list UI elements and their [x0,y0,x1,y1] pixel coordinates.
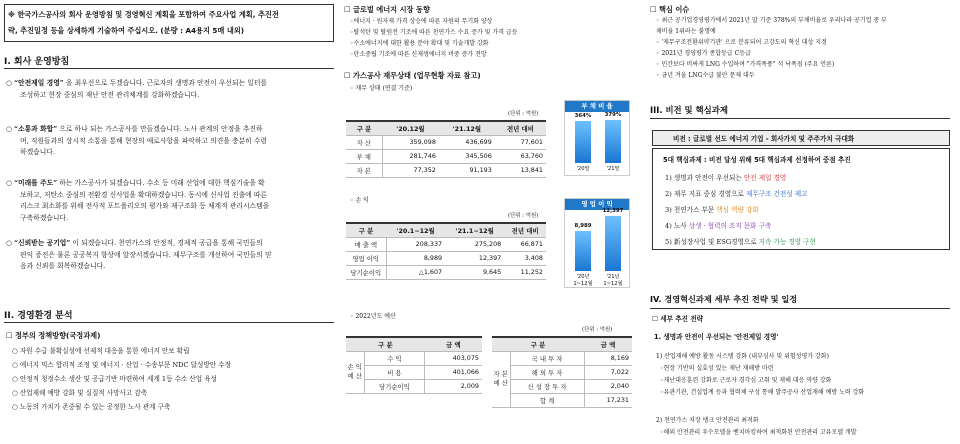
subsection-policy-title: ☐ 정부의 정책방향(국정과제) [6,331,101,340]
policy-text: 음과 신뢰를 회복하겠습니다. [20,262,106,271]
question-line-2: 략, 추진일정 등을 상세하게 기술하여 주십시오. (분량 : A4용지 5매 내외) [8,26,245,35]
section-3-title: III. 비전 및 핵심과제 [650,105,728,115]
policy-text: 리스크 최소화를 위해 전사적 포트폴리오의 평가와 재구조화 등 체계적 관리시스템을 [20,202,270,211]
list-item: ○ 노동의 가치가 존중될 수 있는 공정한 노사 관계 구축 [12,403,171,411]
pl-subtitle: ◦ 손 익 [350,197,369,204]
table-header: 금 액 [425,337,482,351]
chart-bar [605,216,621,271]
budget-group-label: 손 익 예 산 [346,351,364,393]
strategy-1-title: 1. 생명과 안전이 우선되는 '안전제일 경영' [654,333,779,341]
chart-data-label: 364% [574,113,592,119]
list-item: 채비율 1위라는 불명예 [656,28,716,35]
table-header: '20.1~12월 [386,223,445,237]
list-item: ◦에너지 · 원자재 가격 상승에 따른 자원의 무기화 양상 [350,18,493,25]
vision-text: 비전 : 글로벌 선도 에너지 기업 - 회사가치 및 주주가치 극대화 [673,135,855,143]
section-4-rule [650,308,950,309]
table-row: 신 성 장 투 자 2,040 [492,379,632,393]
section-2-title: II. 경영환경 분석 [4,311,73,321]
table-row: 당기순이익 △1,607 9,645 11,252 [346,265,546,279]
budget-group-label: 자 본 예 산 [492,351,510,407]
unit-label: (단위 : 억원) [508,111,539,117]
section-4-title: IV. 경영혁신과제 세부 추진 전략 및 일정 [650,294,798,304]
table-row: 자 본 예 산 국 내 투 자 8,169 [492,351,632,365]
question-box [4,4,334,42]
list-item: ◦탄소중립 기조에 따른 신재생에너지 비중 증가 전망 [350,51,487,58]
policy-text: 을 최우선으로 두겠습니다. 근로자의 생명과 안전이 우선되는 일터를 [63,79,267,87]
list-item: ○ 안정적 청정수소 생산 및 공급기반 마련하여 세계 1등 수소 산업 육성 [12,375,217,383]
policy-item [6,178,336,224]
policy-text: 며, 직원들과의 상시적 소통을 통해 현장의 애로사항을 파악하고 의견을 충분히 수렴 [20,136,268,145]
task-item: 5) 新성장사업 및 ESG경영으로 지속 가능 경영 구현 [665,238,816,246]
table-row: 자 본 77,352 91,193 13,841 [346,163,546,177]
page-3 [642,0,960,444]
question-line-1: ※ 한국가스공사의 회사 운영방침 및 경영혁신 계획을 포함하여 주요사업 계획, 추진전 [8,10,279,19]
policy-item [6,238,336,273]
page-1 [0,0,338,444]
policy-item [6,124,336,159]
section-1-title: I. 회사 운영방침 [4,57,70,67]
table-row: 합 계 17,231 [492,393,632,407]
chart-bar [605,120,621,163]
strategy-1-sub: 1) 산업재해 예방 활동 시스템 강화 (내부심사 및 위험성평가 강화) [656,353,829,360]
bullet-circle-icon: ○ [12,403,20,411]
table-header: 구 분 [346,337,425,351]
policy-lead: “소통과 화합” [14,125,58,133]
table-header: 금 액 [584,337,632,351]
table-row: 손 익 예 산 수 익 403,075 [346,351,482,365]
chart-category-label: '20년 1~12월 [573,274,593,287]
table-row: 비 용 401,066 [346,365,482,379]
table-row: 영업 이익 8,989 12,397 3,408 [346,251,546,265]
table-header: 구 분 [346,121,382,135]
core-tasks-title: 5대 핵심과제 : 비전 달성 위해 5대 핵심과제 선정하여 중점 추진 [663,156,851,164]
strategy-title: ☐ 세부 추진 전략 [652,315,704,323]
policy-text: 하는 가스공사가 되겠습니다. 수소 등 미래 산업에 대한 핵심기술을 확 [57,179,265,187]
list-item: ○ 산업재해 예방 강화 및 실질적 사망사고 감축 [12,389,148,397]
bullet-circle-icon: ○ [12,375,20,383]
policy-text: 으로 하나 되는 가스공사를 만들겠습니다. 노사 관계의 안정을 추진하 [57,125,263,133]
list-item: ◦ 최근 공기업경영평가에서 2021년 말 기준 378%의 부채비율로 우리나라 공기업 중 부 [656,17,887,24]
finance-subtitle: ◦ 재무 상태 (연결 기준) [350,85,413,92]
income-table [346,222,546,280]
list-item: ◦ 민간보다 비싸게 LNG 수입하며 "가격폭풍" 석 낙폭점 (주요 언론) [656,61,835,68]
policy-text: 구축하겠습니다. [20,213,69,222]
table-header: 전년 대비 [504,223,546,237]
capital-budget-table [492,336,632,408]
chart-category-label: '21년 1~12월 [603,274,623,287]
table-row: 해 외 투 자 7,022 [492,365,632,379]
core-issue-title: ☐ 핵심 이슈 [650,5,690,14]
page-2 [340,0,640,444]
market-trend-title: ☐ 글로벌 에너지 시장 동향 [344,5,430,14]
chart-data-label: 12,397 [602,208,624,214]
list-item: ◦ '재무구조전환위약기관' 으로 분류되어 고강도의 혁신 대상 지정 [656,39,827,46]
policy-lead: “신뢰받는 공기업” [14,239,71,247]
table-header: 구 분 [492,337,584,351]
policy-lead: “미래를 주도” [14,179,58,187]
chart-category-label: '20말 [576,166,590,172]
list-item: ◦수소에너지에 대한 활용 분야 확대 및 기술개발 강화 [350,40,489,47]
table-header-row [346,223,546,237]
finance-title: ☐ 가스공사 재무상태 (업무현황 자료 참고) [344,71,481,80]
chart-title: 부 채 비 율 [565,101,629,112]
vision-box [652,130,950,146]
task-item: 1) 생명과 안전이 우선되는 안전 제일 경영 [665,174,787,182]
balance-sheet-table [346,120,546,178]
table-row: 당기순이익 2,009 [346,379,482,393]
table-header: '20.12월 [382,121,439,135]
list-item: ◦해외 안전관리 우수모델을 벤치마킹하여 최적화된 안전관리 고유모델 개발 [660,429,857,436]
chart-category-label: '21말 [606,166,620,172]
section-3-rule [650,118,950,119]
bullet-circle-icon: ○ [12,389,20,397]
income-budget-table [346,336,482,394]
bullet-circle-icon: ○ [12,347,20,355]
list-item: ◦유관기관, 건설업계 등과 협력체 구성 통해 발주공사 산업재해 예방 노력 강화 [660,389,865,396]
list-item: ◦ 금년 겨울 LNG수급 불안 문제 대두 [656,72,755,79]
bullet-circle-icon: ○ [6,125,15,133]
chart-title: 영 업 이 익 [565,199,629,210]
table-header: '21.12월 [439,121,495,135]
policy-item [6,78,336,101]
policy-text: 보하고, 저탄소 중심의 전환경 신사업을 확대하겠습니다. 동시에 신사업 진출에 따른 [20,190,268,199]
table-header: 구 분 [346,223,386,237]
task-item: 4) 노사 상생 · 협력의 조직 문화 구축 [665,222,772,230]
table-header: 전년 대비 [495,121,546,135]
unit-label: (단위 : 억원) [582,327,613,333]
list-item: ○ 에너지 믹스 합리적 조정 및 에너지 · 산업 · 수송부문 NDC 달성방안 수정 [12,361,231,369]
task-item: 2) 재무 지표 중심 경영으로 재무구조 건전성 제고 [665,190,808,198]
chart-data-label: 379% [604,112,622,118]
bullet-circle-icon: ○ [6,179,15,187]
chart-bar [575,231,591,271]
bullet-circle-icon: ○ [12,361,20,369]
table-row: 자 산 359,098 436,699 77,601 [346,135,546,149]
section-1-rule [4,68,334,69]
debt-ratio-chart [564,100,630,176]
list-item: ◦현장 기반의 실효성 있는 재난 재해방 마련 [660,365,774,372]
chart-bar [575,121,591,163]
task-item: 3) 천연가스 부문 핵심 역량 강화 [665,206,759,214]
list-item: ◦재난대응훈련 강화로 근로자 경각심 고취 및 재해 대응 역량 강화 [660,377,832,384]
section-2-rule [4,322,334,323]
table-row: 부 채 281,746 345,506 63,760 [346,149,546,163]
list-item: ○ 자원 수급 불확실성에 선제적 대응을 통한 에너지 안보 확립 [12,347,190,355]
table-row: 매 출 액 208,337 275,208 66,871 [346,237,546,251]
list-item: ◦ 2021년 경영평가 종합등급 C등급 [656,50,751,57]
policy-text: 조성하고 현장 중심의 재난 안전 관리체계를 강화하겠습니다. [20,90,200,99]
list-item: ◦탈석탄 및 탈원전 기조에 따른 천연가스 수요 증가 및 가격 급등 [350,29,518,36]
table-header: '21.1~12월 [445,223,504,237]
table-header-row [346,121,546,135]
table-header-row [346,337,482,351]
chart-data-label: 8,989 [574,223,592,229]
bullet-circle-icon: ○ [6,239,15,247]
strategy-2-sub: 2) 천연가스 저장 탱크 안전관리 최적화 [656,417,759,424]
policy-text: 이 되겠습니다. 천연가스의 안정적, 경제적 공급을 통해 국민들의 [70,239,263,247]
bullet-circle-icon: ○ [6,79,15,87]
unit-label: (단위 : 억원) [508,213,539,219]
budget-subtitle: ◦ 2022년도 예산 [350,313,396,320]
policy-text: 하겠습니다. [20,148,55,157]
policy-text: 편익 증진은 물론 공공복지 향상에 앞장서겠습니다. 재무구조를 개선하여 국민들의 믿 [20,250,272,259]
core-tasks-box [652,148,950,250]
table-header-row [492,337,632,351]
policy-lead: “안전제일 경영” [14,79,64,87]
operating-profit-chart [564,198,630,288]
